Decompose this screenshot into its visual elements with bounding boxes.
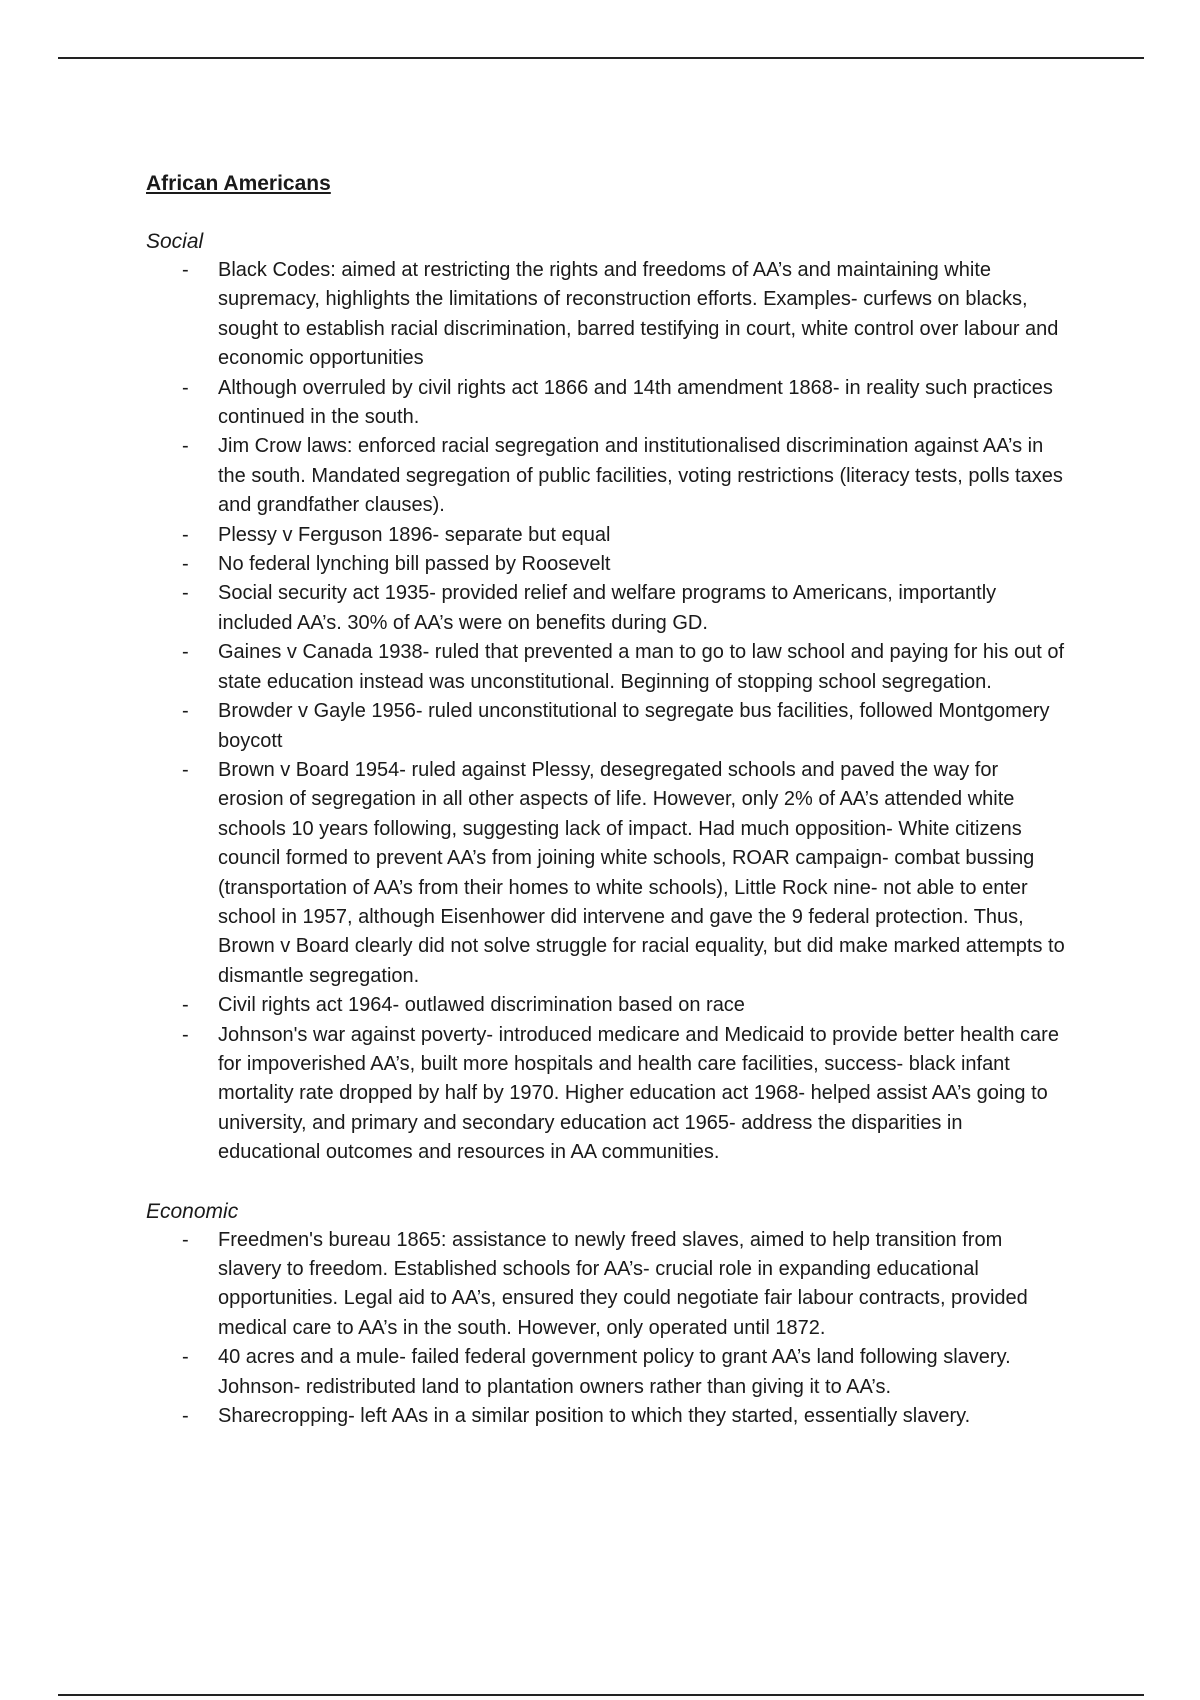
list-item-text: 40 acres and a mule- failed federal government policy to grant AA’s land following slavery. Johnson- redistributed land to plantation owners rather than giving it to AA’s. — [218, 1346, 1011, 1398]
bullet-dash: - — [182, 1023, 189, 1046]
list-item — [146, 432, 1066, 520]
bullet-dash: - — [182, 435, 189, 458]
list-item — [146, 374, 1066, 433]
list-item — [146, 1343, 1066, 1402]
list-item-text: Gaines v Canada 1938- ruled that prevented a man to go to law school and paying for his out of state education instead was unconstitutional. Beginning of stopping school segregation. — [218, 641, 1065, 693]
list-item — [146, 756, 1066, 991]
bullet-dash: - — [182, 376, 189, 399]
bullet-dash: - — [182, 641, 189, 664]
bullet-dash: - — [182, 700, 189, 723]
list-item — [146, 521, 1066, 550]
list-item-text: Freedmen's bureau 1865: assistance to newly freed slaves, aimed to help transition from slavery to freedom. Established schools for AA’s- crucial role in expanding educational opportunities. Legal aid to AA’s, ensured they could negotiate fair labour contracts, provided medical care to AA’s in the south. However, only operated until 1872. — [218, 1228, 1028, 1339]
bullet-dash: - — [182, 758, 189, 781]
bullet-dash: - — [182, 553, 189, 576]
list-item-text: No federal lynching bill passed by Roosevelt — [218, 553, 611, 576]
top-rule — [58, 57, 1144, 59]
list-item-text: Civil rights act 1964- outlawed discrimination based on race — [218, 994, 745, 1017]
social-list — [146, 256, 1066, 1168]
list-item — [146, 1226, 1066, 1344]
list-item — [146, 991, 1066, 1020]
list-item-text: Browder v Gayle 1956- ruled unconstitutional to segregate bus facilities, followed Montgomery boycott — [218, 700, 1050, 752]
section-economic — [146, 1197, 1066, 1432]
bullet-dash: - — [182, 1228, 189, 1251]
list-item-text: Plessy v Ferguson 1896- separate but equal — [218, 523, 611, 546]
section-social — [146, 227, 1066, 1168]
bullet-dash: - — [182, 523, 189, 546]
list-item-text: Social security act 1935- provided relief and welfare programs to Americans, importantly included AA’s. 30% of AA’s were on benefits during GD. — [218, 582, 997, 634]
list-item-text: Brown v Board 1954- ruled against Plessy, desegregated schools and paved the way for erosion of segregation in all other aspects of life. However, only 2% of AA’s attended white schools 10 years following, suggesting lack of impact. Had much opposition- White citizens council formed to prevent AA’s from joining white schools, ROAR campaign- combat bussing (transportation of AA’s from their homes to white schools), Little Rock nine- not able to enter school in 1957, although Eisenhower did intervene and gave the 9 federal protection. Thus, Brown v Board clearly did not solve struggle for racial equality, but did make marked attempts to dismantle segregation. — [218, 758, 1065, 987]
document-body — [146, 170, 1066, 1431]
list-item-text: Sharecropping- left AAs in a similar position to which they started, essentially slavery. — [218, 1405, 971, 1428]
list-item-text: Black Codes: aimed at restricting the rights and freedoms of AA’s and maintaining white supremacy, highlights the limitations of reconstruction efforts. Examples- curfews on blacks, sought to establish racial discrimination, barred testifying in court, white control over labour and economic opportunities — [218, 259, 1059, 370]
list-item — [146, 579, 1066, 638]
list-item-text: Although overruled by civil rights act 1866 and 14th amendment 1868- in reality such practices continued in the south. — [218, 376, 1053, 429]
page-title: African Americans — [146, 172, 331, 195]
section-heading-social: Social — [146, 230, 204, 253]
bullet-dash: - — [182, 994, 189, 1017]
list-item — [146, 256, 1066, 374]
list-item — [146, 638, 1066, 697]
section-heading-economic: Economic — [146, 1199, 239, 1223]
bullet-dash: - — [182, 1346, 189, 1369]
economic-list — [146, 1226, 1066, 1432]
bullet-dash: - — [182, 582, 189, 605]
bullet-dash: - — [182, 1405, 189, 1428]
bottom-rule — [58, 1694, 1144, 1696]
list-item — [146, 550, 1066, 579]
bullet-dash: - — [182, 259, 189, 281]
section-spacer — [146, 1168, 1066, 1197]
list-item — [146, 697, 1066, 756]
list-item-text: Johnson's war against poverty- introduced medicare and Medicaid to provide better health care for impoverished AA’s, built more hospitals and health care facilities, success- black infant mortality rate dropped by half by 1970. Higher education act 1968- helped assist AA’s going to university, and primary and secondary education act 1965- address the disparities in educational outcomes and resources in AA communities. — [218, 1023, 1059, 1164]
list-item — [146, 1021, 1066, 1168]
list-item — [146, 1402, 1066, 1431]
list-item-text: Jim Crow laws: enforced racial segregation and institutionalised discrimination against AA’s in the south. Mandated segregation of public facilities, voting restrictions (literacy tests, polls taxes and grandfather clauses). — [218, 435, 1063, 517]
